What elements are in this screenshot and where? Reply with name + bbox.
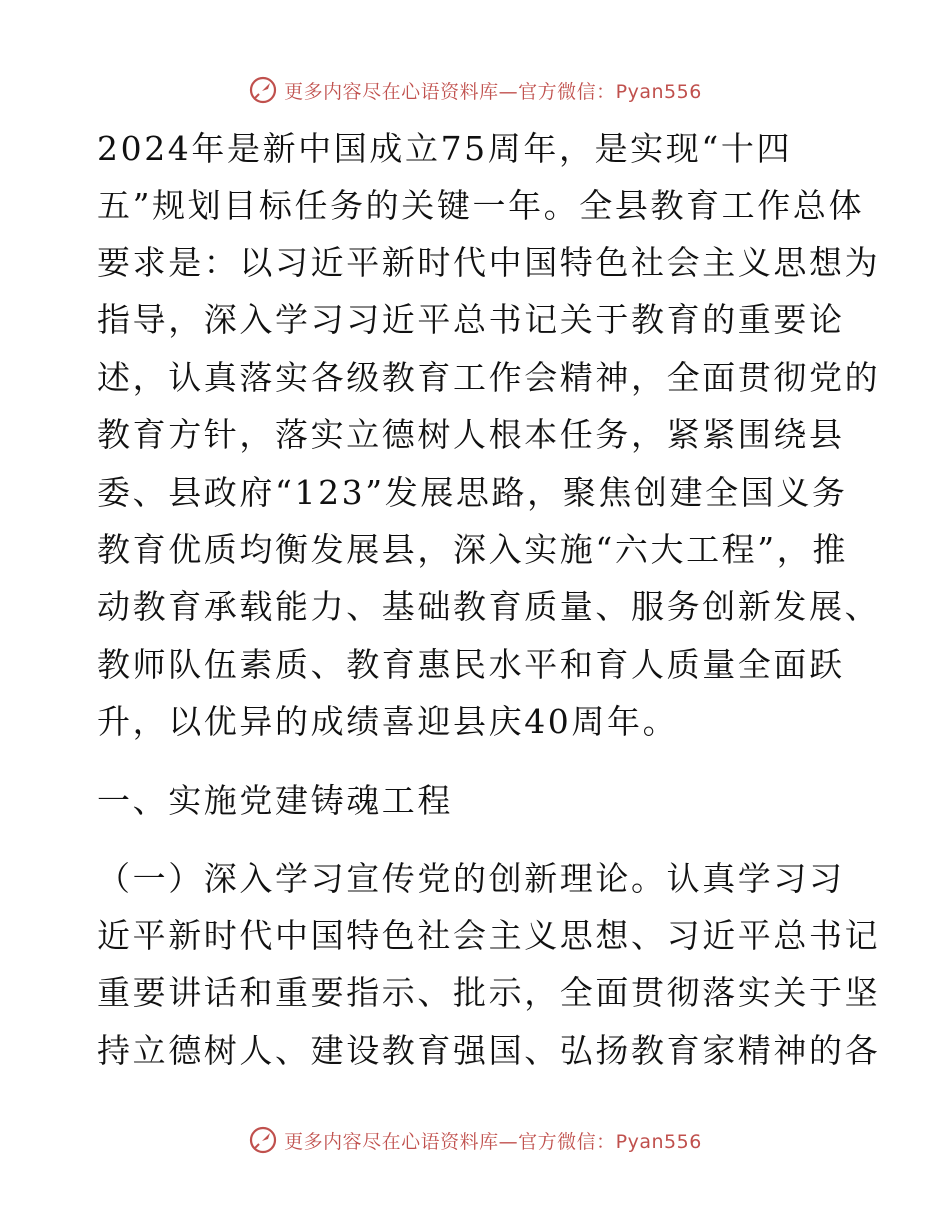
quill-logo-icon bbox=[248, 1125, 278, 1155]
body-line: 近平新时代中国特色社会主义思想、习近平总书记 bbox=[97, 916, 881, 955]
body-line: 委、县政府“123”发展思路，聚焦创建全国义务 bbox=[97, 473, 848, 512]
body-line: 五”规划目标任务的关键一年。全县教育工作总体 bbox=[97, 186, 865, 225]
body-line: 重要讲话和重要指示、批示，全面贯彻落实关于坚 bbox=[97, 973, 881, 1012]
body-line: 指导，深入学习习近平总书记关于教育的重要论 bbox=[97, 300, 845, 339]
footer-watermark-text: 更多内容尽在心语资料库—官方微信：Pyan556 bbox=[284, 1130, 702, 1153]
body-line: 持立德树人、建设教育强国、弘扬教育家精神的各 bbox=[97, 1031, 881, 1070]
body-line: 2024年是新中国成立75周年，是实现“十四 bbox=[97, 129, 793, 168]
body-line: 动教育承载能力、基础教育质量、服务创新发展、 bbox=[97, 587, 881, 626]
body-line: 教师队伍素质、教育惠民水平和育人质量全面跃 bbox=[97, 645, 845, 684]
section-heading: 一、实施党建铸魂工程 bbox=[97, 781, 453, 820]
body-line: 述，认真落实各级教育工作会精神，全面贯彻党的 bbox=[97, 358, 881, 397]
header-watermark-text: 更多内容尽在心语资料库—官方微信：Pyan556 bbox=[284, 80, 702, 103]
body-line: 升，以优异的成绩喜迎县庆40周年。 bbox=[97, 702, 679, 741]
body-line: （一）深入学习宣传党的创新理论。认真学习习 bbox=[97, 859, 845, 898]
body-line: 教育方针，落实立德树人根本任务，紧紧围绕县 bbox=[97, 415, 845, 454]
body-line: 教育优质均衡发展县，深入实施“六大工程”，推 bbox=[97, 530, 848, 569]
footer-watermark bbox=[0, 1120, 950, 1160]
body-line: 要求是：以习近平新时代中国特色社会主义思想为 bbox=[97, 243, 881, 282]
